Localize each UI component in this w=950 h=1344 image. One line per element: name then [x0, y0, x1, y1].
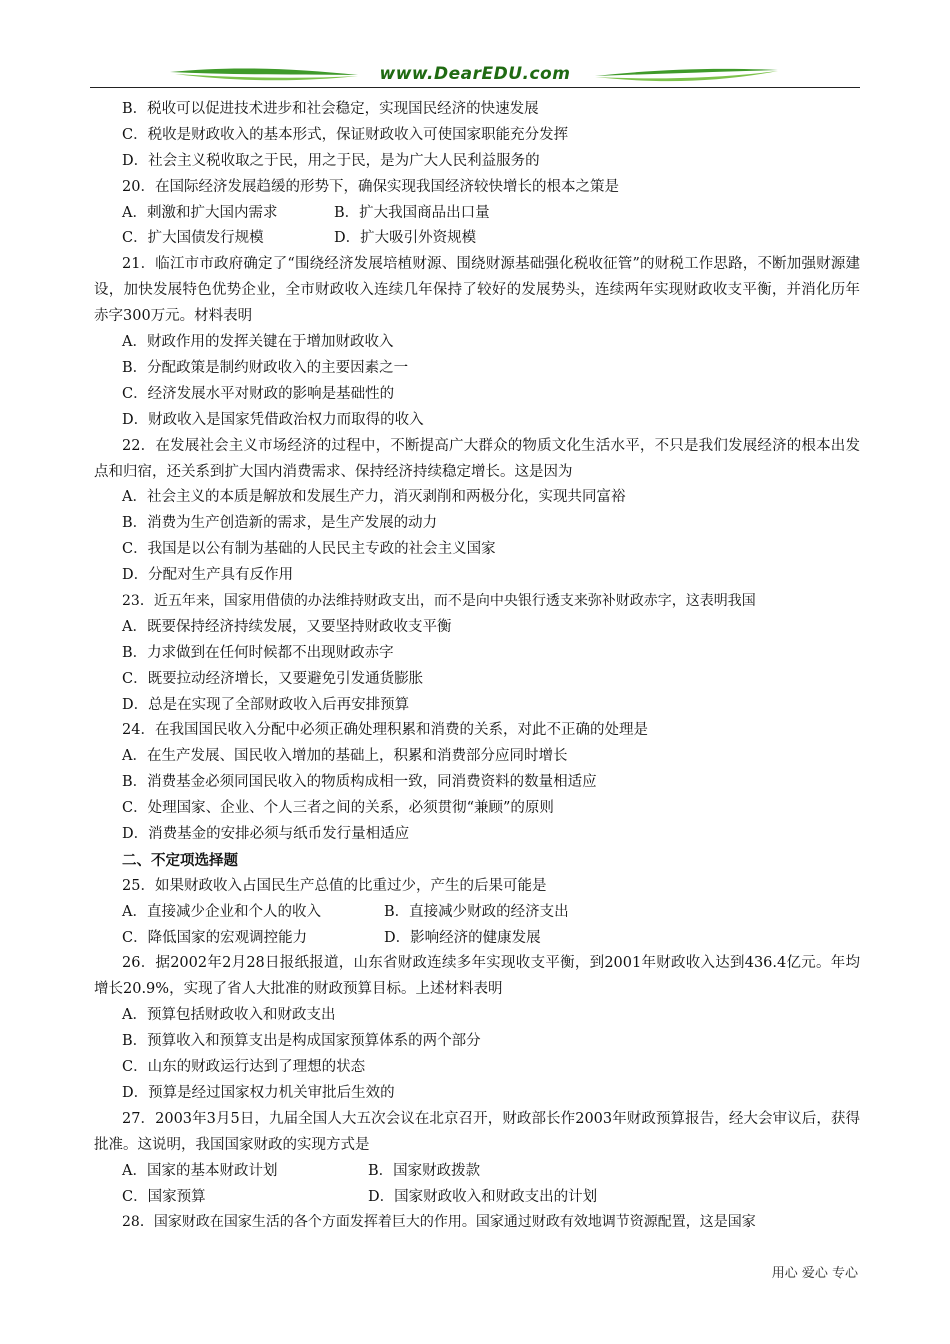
q21-option-b: B．分配政策是制约财政收入的主要因素之一	[122, 359, 409, 376]
q23-stem: 23．近五年来，国家用借债的办法维持财政支出，而不是向中央银行透支来弥补财政赤字，这表明我国	[122, 593, 756, 609]
q22-option-b: B．消费为生产创造新的需求，是生产发展的动力	[122, 515, 438, 532]
q20-options-cd	[94, 226, 860, 252]
q27-options-ab	[94, 1159, 860, 1185]
q24-stem: 24．在我国国民收入分配中必须正确处理积累和消费的关系，对此不正确的处理是	[122, 722, 648, 739]
q19-option-b: B．税收可以促进技术进步和社会稳定，实现国民经济的快速发展	[122, 101, 539, 117]
q21-stem: 21．临江市市政府确定了“围绕经济发展培植财源、围绕财源基础强化税收征管”的财税工作思路，不断加强财源建设，加快发展特色优势企业，全市财政收入连续几年保持了较好的发展势头，连续两年实现财政收支平衡，并消化历年赤字300万元。材料表明	[94, 256, 860, 325]
q26-option-b: B．预算收入和预算支出是构成国家预算体系的两个部分	[122, 1033, 481, 1050]
q20-option-a: A．刺激和扩大国内需求	[122, 204, 278, 221]
site-logo-text[interactable]: www.DearEDU.com	[379, 64, 571, 84]
q22-option-d: D．分配对生产具有反作用	[122, 567, 294, 584]
q25-options-ab	[94, 900, 860, 926]
q23-option-d: D．总是在实现了全部财政收入后再安排预算	[122, 696, 410, 713]
q25-option-a: A．直接减少企业和个人的收入	[122, 903, 321, 920]
q27-stem: 27．2003年3月5日，九届全国人大五次会议在北京召开，财政部长作2003年财政预算报告，经大会审议后，获得批准。这说明，我国国家财政的实现方式是	[94, 1110, 860, 1153]
section-heading: 二、不定项选择题	[122, 851, 238, 869]
q27-option-b: B．国家财政拨款	[368, 1162, 481, 1179]
q27-options-cd	[94, 1185, 860, 1211]
q23-option-a: A．既要保持经济持续发展，又要坚持财政收支平衡	[122, 618, 452, 635]
q24-option-c: C．处理国家、企业、个人三者之间的关系，必须贯彻“兼顾”的原则	[122, 800, 554, 817]
page-footer: 用心 爱心 专心	[771, 1266, 858, 1281]
q22-option-c: C．我国是以公有制为基础的人民民主专政的社会主义国家	[122, 541, 496, 558]
q24-option-b: B．消费基金必须同国民收入的物质构成相一致，同消费资料的数量相适应	[122, 774, 597, 791]
q25-options-cd	[94, 926, 860, 952]
q24-option-a: A．在生产发展、国民收入增加的基础上，积累和消费部分应同时增长	[122, 748, 568, 765]
q20-option-b: B．扩大我国商品出口量	[334, 204, 490, 221]
q28-stem: 28．国家财政在国家生活的各个方面发挥着巨大的作用。国家通过财政有效地调节资源配置，这是国家	[122, 1214, 756, 1231]
q21-option-c: C．经济发展水平对财政的影响是基础性的	[122, 385, 395, 402]
q26-option-a: A．预算包括财政收入和财政支出	[122, 1007, 336, 1024]
q19-option-c: C．税收是财政收入的基本形式，保证财政收入可使国家职能充分发挥	[122, 126, 569, 143]
q26-option-d: D．预算是经过国家权力机关审批后生效的	[122, 1084, 395, 1101]
q25-option-d: D．影响经济的健康发展	[384, 929, 541, 946]
q24-option-d: D．消费基金的安排必须与纸币发行量相适应	[122, 826, 410, 843]
q22-option-a: A．社会主义的本质是解放和发展生产力，消灭剥削和两极分化，实现共同富裕	[122, 489, 626, 506]
q23-option-c: C．既要拉动经济增长，又要避免引发通货膨胀	[122, 670, 424, 687]
q26-option-c: C．山东的财政运行达到了理想的状态	[122, 1059, 366, 1076]
q21-option-d: D．财政收入是国家凭借政治权力而取得的收入	[122, 411, 424, 428]
q20-stem: 20．在国际经济发展趋缓的形势下，确保实现我国经济较快增长的根本之策是	[122, 178, 619, 195]
q21-option-a: A．财政作用的发挥关键在于增加财政收入	[122, 334, 394, 351]
q27-option-d: D．国家财政收入和财政支出的计划	[368, 1188, 598, 1205]
q25-option-b: B．直接减少财政的经济支出	[384, 903, 569, 920]
q19-option-d: D．社会主义税收取之于民，用之于民，是为广大人民利益服务的	[122, 152, 540, 169]
q22-stem: 22．在发展社会主义市场经济的过程中，不断提高广大群众的物质文化生活水平，不只是我们发展经济的根本出发点和归宿，还关系到扩大国内消费需求、保持经济持续稳定增长。这是因为	[94, 437, 860, 480]
q25-option-c: C．降低国家的宏观调控能力	[122, 929, 308, 946]
q27-option-a: A．国家的基本财政计划	[122, 1162, 278, 1179]
exam-content	[94, 97, 860, 1236]
q20-option-c: C．扩大国债发行规模	[122, 230, 264, 247]
q25-stem: 25．如果财政收入占国民生产总值的比重过少，产生的后果可能是	[122, 877, 547, 894]
q20-options-ab	[94, 201, 860, 227]
q20-option-d: D．扩大吸引外资规模	[334, 230, 477, 247]
q27-option-c: C．国家预算	[122, 1188, 206, 1205]
q26-stem: 26．据2002年2月28日报纸报道，山东省财政连续多年实现收支平衡，到2001年财政收入达到436.4亿元。年均增长20.9%，实现了省人大批准的财政预算目标。上述材料表明	[94, 955, 860, 998]
q23-option-b: B．力求做到在任何时候都不出现财政赤字	[122, 644, 394, 661]
header-divider	[90, 87, 860, 88]
